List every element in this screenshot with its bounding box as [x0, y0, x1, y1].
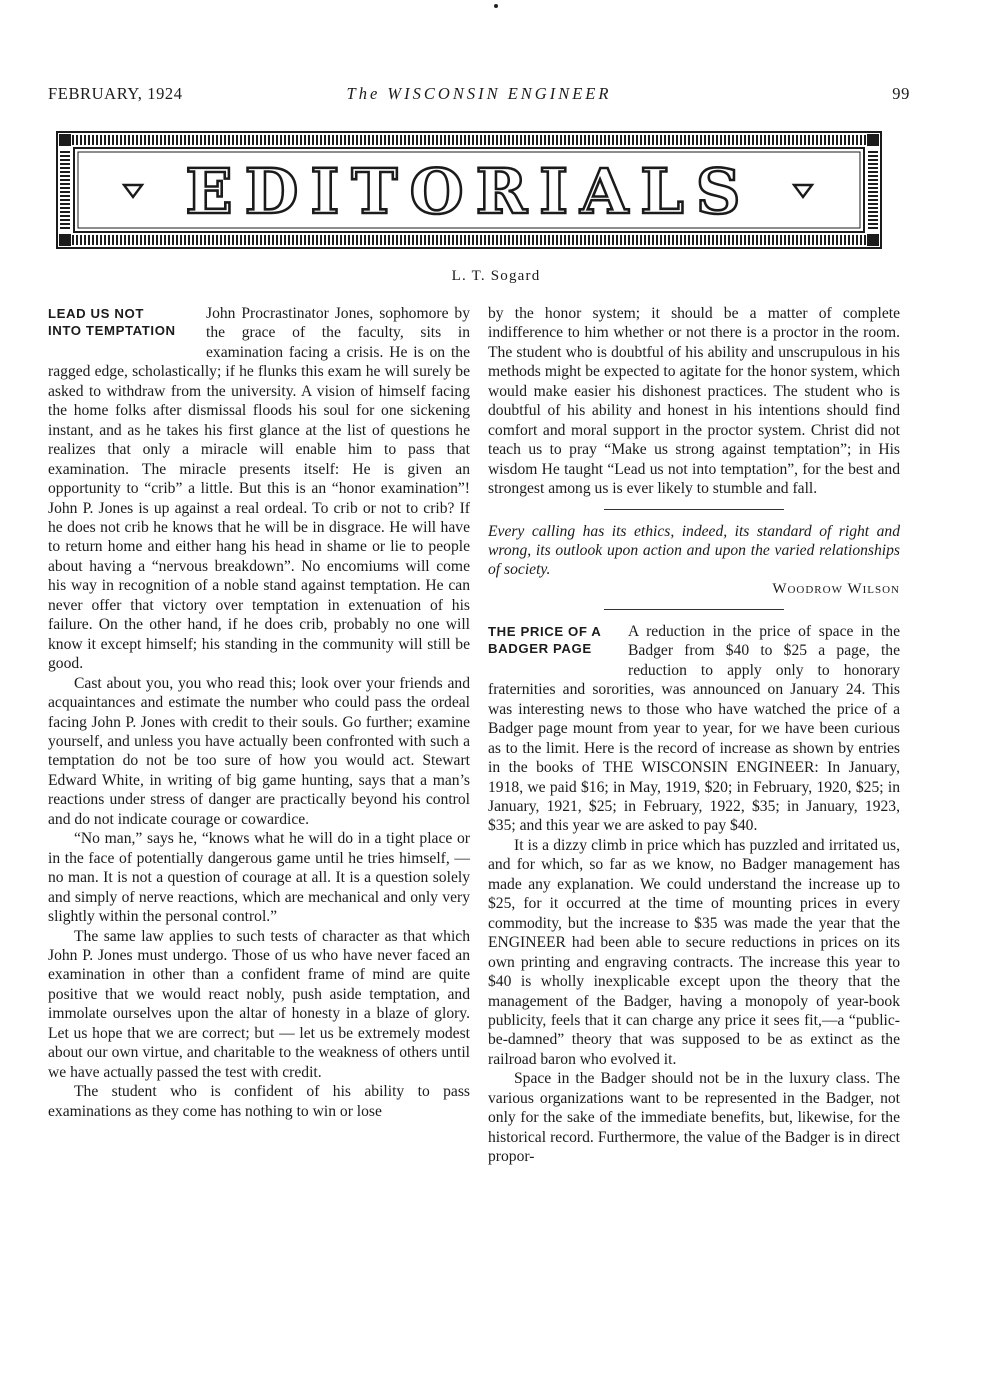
- paragraph: John Procrastinator Jones, sophomore by the grace of the faculty, sits in examination facing a crisis. He is on the ragged edge, scholastically; if he flunks this exam he will surely be asked to withdraw from the university. A vision of himself facing the home folks after dismissal floods his soul for one sickening instant, and as he takes his first glance at the list of questions he realizes that only a miracle will enable him to pass that examination. The miracle presents itself: He is given an opportunity to “crib” a little. But this is an “honor examination”! John P. Jones is up against a real ordeal. To crib or not to crib? If he does not crib he knows that he will be in disgrace. He will have to return home and either hang his head in shame or lie to people about having a “nervous breakdown”. No encomiums will come his way in recognition of a noble stand against temptation. He can never offer that victory over temptation in extenuation of his failure. On the other hand, if he does crib, probably no one will know it except himself; his standing in the community will still be good.: [48, 305, 470, 673]
- paragraph: by the honor system; it should be a matter of complete indifference to him whether or not there is a proctor in the room. The student who is doubtful of his ability and unscrupulous in his methods might be expected to agitate for the honor system, which would make easier his dishonest practices. The student who is doubtful of his ability and honest in his intentions should find comfort and moral support in the proctor system. Christ did not teach us to pray “Make us strong against temptation”; in His wisdom He taught “Lead us not into temptation”, for the best and strongest among us is ever likely to stumble and fall.: [488, 305, 900, 498]
- print-speck: [494, 4, 498, 8]
- paragraph: Space in the Badger should not be in the luxury class. The various organizations want to be represented in the Badger, not only for the sake of the immediate benefits, but, likewise, for the historical record. Furthermore, the value of the Badger is in direct propor-: [488, 1070, 900, 1166]
- quote-text: Every calling has its ethics, indeed, its standard of right and wrong, its outlook upon action and upon the varied relationships of society.: [488, 522, 900, 579]
- journal-title: The WISCONSIN ENGINEER: [346, 84, 612, 103]
- page-number: 99: [892, 84, 910, 103]
- author-byline: L. T. Sogard: [451, 268, 541, 284]
- divider: [604, 609, 784, 610]
- paragraph: Cast about you, you who read this; look over your friends and acquaintances and estimate the number who could pass the ordeal facing John P. Jones with credit to their souls. Go further; examine yourself, and unless you have actually been confronted with such a temptation do not be too sure of how you would act. Stewart Edward White, in writing of big game hunting, says that a man’s reactions under stress of danger are practically beyond his control and do not indicate courage or cowardice.: [48, 674, 470, 828]
- editorial-heading-temptation: [48, 305, 202, 339]
- divider: [604, 509, 784, 510]
- paragraph: The same law applies to such tests of character as that which John P. Jones must undergo. Those of us who have never faced an examination in other than a confident frame of mind are quite positive that we would react nobly, push aside temptation, and immolate ourselves upon the altar of honesty in a blaze of glory. Let us hope that we are correct; but — let us be extremely modest about our own virtue, and charitable to the weakness of others until we have actually passed the test with credit.: [48, 927, 470, 1081]
- paragraph: “No man,” says he, “knows what he will do in a tight place or in the face of potentially dangerous game until he tries himself, — no man. It is not a question of courage at all. It is a question solely and simply of nerve reactions, which are mechanical and only very slightly within the personal control.”: [48, 830, 470, 926]
- heading-line: BADGER PAGE: [488, 640, 592, 656]
- heading-line: THE PRICE OF A: [488, 623, 602, 639]
- heading-line: LEAD US NOT: [48, 306, 144, 321]
- editorial-heading-badger: [488, 623, 624, 657]
- heading-line: INTO TEMPTATION: [48, 323, 176, 338]
- paragraph: A reduction in the price of space in the Badger from $40 to $25 a page, the reduction to apply only to honorary fraternities and sororities, was announced on January 24. This was interesting news to those who have watched the price of a Badger page mount from year to year, for we have been curious as to the limit. Here is the record of increase as shown by entries in the books of THE WISCONSIN ENGINEER: In January, 1918, we paid $16; in May, 1919, $20; in February, 1920, $25; in January, 1921, $25; in February, 1922, $35; in January, 1923, $35; and this year we are asked to pay $40.: [488, 622, 900, 835]
- left-column: [48, 304, 470, 1121]
- paragraph: The student who is confident of his ability to pass examinations as they come has nothing to win or lose: [48, 1083, 470, 1120]
- paragraph: It is a dizzy climb in price which has puzzled and irritated us, and for which, so far as we know, no Badger management has made any explanation. We could understand the increase up to $25, for it occurred at the time of mounting prices in every commodity, but the increase to $35 was made the year that the ENGINEER had been able to secure reductions in prices on its own printing and engraving contracts. The increase this year to $40 is wholly inexplicable except upon the theory that the management of the Badger, having a monopoly of year-book publicity, feels that it can charge any price it sees fit,—a “public-be-damned” theory that was supposed to be as extinct as the railroad baron who evolved it.: [488, 836, 900, 1068]
- quote-author: Woodrow Wilson: [772, 580, 900, 597]
- editorials-banner: [56, 131, 882, 249]
- running-head: [48, 84, 910, 108]
- section-title: EDITORIALS: [185, 155, 753, 228]
- right-column: [488, 304, 900, 1167]
- issue-date: FEBRUARY, 1924: [48, 84, 183, 103]
